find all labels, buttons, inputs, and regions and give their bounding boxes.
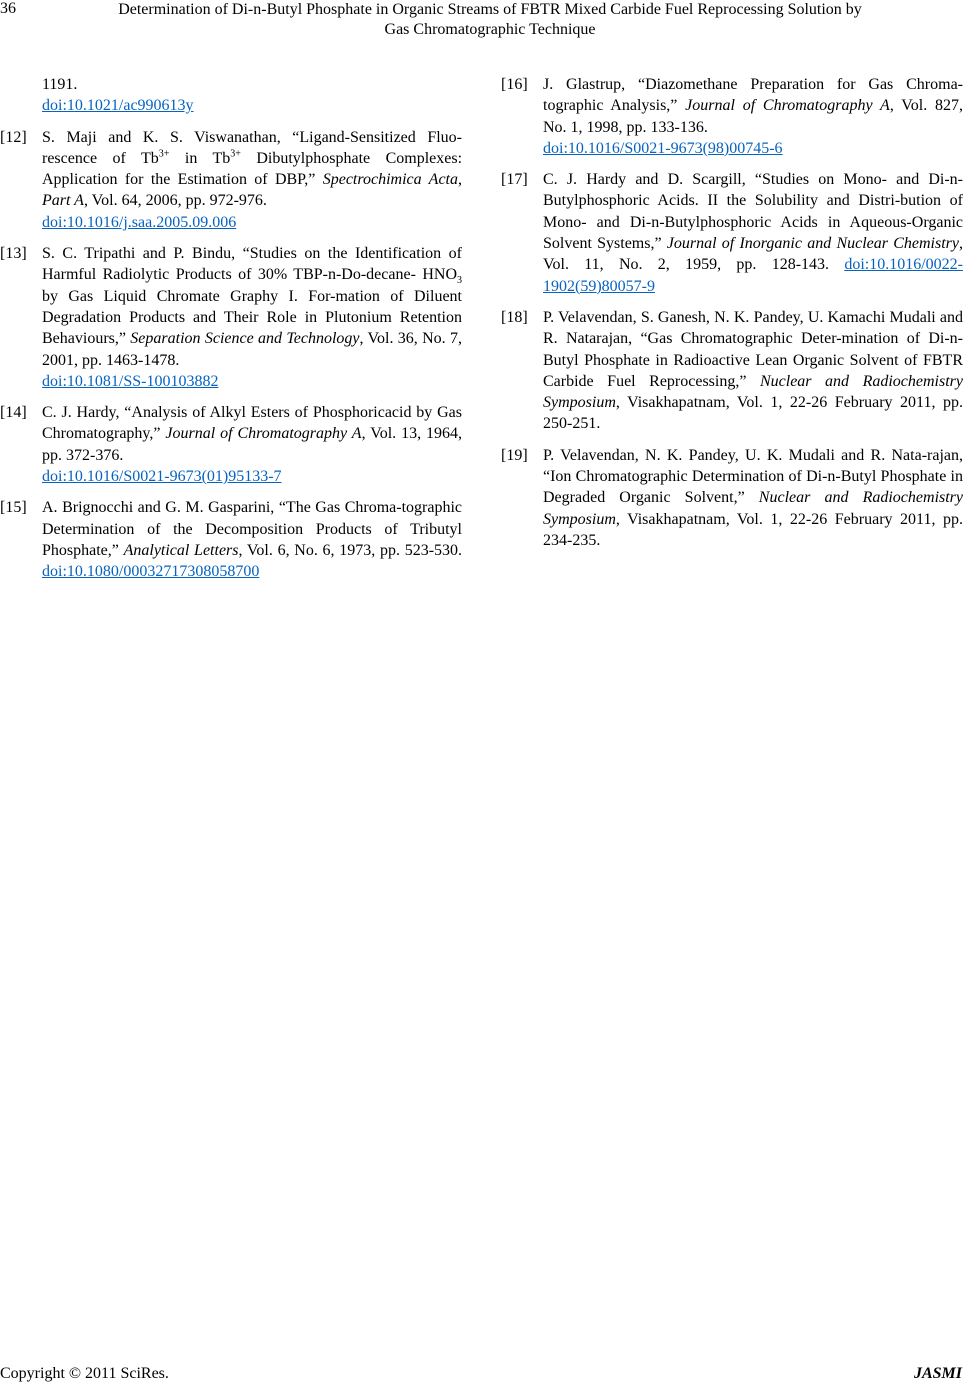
doi-link[interactable]: doi:10.1080/00032717308058700 [42, 563, 260, 581]
reference-15 [0, 497, 463, 582]
reference-text: , Vol. 6, No. 6, 1973, pp. 523-530. [238, 541, 463, 559]
reference-text: , Vol. 64, 2006, pp. 972-976. [83, 192, 267, 210]
reference-text: , Visakhapatnam, Vol. 1, 22-26 February 2011, pp. 250-251. [543, 394, 963, 433]
reference-text: Dibutylphosphate Complexes: [240, 149, 463, 167]
reference-text: S. C. Tripathi and P. Bindu, “Studies on the Identification of Harmful Radiolytic Products of 30% TBP-n-Do-decane- HNO [42, 245, 462, 284]
doi-link[interactable]: doi:10.1021/ac990613y [42, 97, 194, 115]
left-column [0, 74, 463, 589]
reference-text: C. J. Hardy and D. Scargill, “Studies on Mono- and Di-n-Butylphosphoric Acids. II the Solubility and Distri-bution of Mono- and Di-n-Butylphosphoric Acids in Aqueous-Organic Solvent Systems,” [543, 171, 963, 253]
reference-number: [14] [0, 404, 27, 422]
journal-name: Analytical Letters [123, 541, 239, 559]
journal-name: Journal of Chromatography A [685, 97, 890, 115]
reference-text: P. Velavendan, S. Ganesh, N. K. Pandey, U. Kamachi Mudali and R. Natarajan, “Gas Chromatographic Deter-mination of Di-n-Butyl Phosphate in Radioactive Lean Organic Solvent of FBTR Carbide Fuel Reprocessing,” [543, 308, 963, 390]
reference-number: [15] [0, 499, 27, 517]
reference-text: Application for the Estimation of DBP,” [42, 171, 323, 189]
journal-name: Separation Science and Technology [130, 330, 360, 348]
header-title-line-2: Gas Chromatographic Technique [384, 21, 596, 38]
reference-text: , Vol. 13, 1964, pp. 372-376. [42, 425, 463, 464]
copyright-notice: Copyright © 2011 SciRes. [0, 1365, 169, 1382]
reference-text: J. Glastrup, “Diazomethane Preparation for Gas Chroma-tographic Analysis,” [543, 76, 963, 115]
reference-text: , Visakhapatnam, Vol. 1, 22-26 February 2011, pp. 234-235. [543, 510, 963, 549]
subscript: 3 [457, 275, 462, 287]
doi-link[interactable]: doi:10.1016/S0021-9673(01)95133-7 [42, 468, 282, 486]
reference-text: , Vol. 36, No. 7, 2001, pp. 1463-1478. [42, 330, 462, 369]
reference-text: A. Brignocchi and G. M. Gasparini, “The Gas Chroma-tographic Determination of the Decomposition Products of Tributyl Phosphate,” [42, 499, 462, 559]
reference-13 [0, 243, 462, 392]
journal-name: Spectrochimica Acta [322, 171, 458, 189]
doi-link[interactable]: doi:10.1081/SS-100103882 [42, 372, 219, 390]
journal-name: Nuclear and Radiochemistry Symposium [543, 372, 964, 412]
doi-link[interactable]: doi:10.1016/S0021-9673(98)00745-6 [543, 139, 783, 157]
doi-link[interactable]: doi:10.1016/j.saa.2005.09.006 [42, 213, 237, 231]
reference-text: by Gas Liquid Chromate Graphy I. For-mation of Diluent Degradation Products and Their Role in Plutonium Retention Behaviours,” [42, 287, 462, 348]
reference-text: , [458, 171, 462, 189]
reference-number: [18] [501, 308, 528, 326]
journal-name: Nuclear and Radiochemistry Symposium [543, 489, 964, 528]
reference-text: , Vol. 11, No. 2, 1959, pp. 128-143. [543, 235, 963, 274]
page-number: 36 [0, 0, 16, 17]
doi-link[interactable]: doi:10.1016/0022-1902(59)80057-9 [543, 256, 963, 295]
journal-name: Journal of Inorganic and Nuclear Chemistry [666, 235, 959, 253]
reference-number: [12] [0, 128, 27, 146]
reference-number: [17] [501, 171, 528, 189]
reference-text: , Vol. 827, No. 1, 1998, pp. 133-136. [543, 97, 963, 136]
reference-text: P. Velavendan, N. K. Pandey, U. K. Mudali and R. Nata-rajan, “Ion Chromatographic Determination of Di-n-Butyl Phosphate in Degraded Organic Solvent,” [543, 446, 963, 507]
superscript: 3+ [158, 148, 170, 160]
superscript: 3+ [230, 148, 241, 160]
reference-number: [16] [501, 76, 528, 93]
reference-14 [0, 402, 463, 487]
reference-text: in Tb [169, 149, 231, 167]
reference-16 [501, 74, 963, 159]
reference-text: 1191. [42, 76, 78, 93]
right-column [501, 74, 964, 557]
reference-text: C. J. Hardy, “Analysis of Alkyl Esters of Phosphoricacid by Gas Chromatography,” [42, 404, 462, 443]
header-title-line-1: Determination of Di-n-Butyl Phosphate in Organic Streams of FBTR Mixed Carbide Fuel Reprocessing Solution by [118, 1, 862, 18]
journal-part: Part A [42, 192, 84, 210]
reference-text: S. Maji and K. S. Viswanathan, “Ligand-Sensitized Fluo- [42, 128, 462, 146]
reference-18 [501, 307, 964, 435]
reference-number: [13] [0, 245, 27, 263]
journal-name: Journal of Chromatography A [165, 425, 362, 443]
reference-19 [501, 445, 964, 551]
reference-11-continuation [42, 74, 462, 117]
reference-text [42, 148, 462, 169]
journal-abbreviation: JASMI [913, 1365, 962, 1382]
reference-text: rescence of Tb [42, 149, 159, 167]
reference-12 [0, 127, 463, 233]
reference-number: [19] [501, 446, 528, 464]
running-header [40, 0, 940, 40]
reference-17 [501, 169, 963, 297]
